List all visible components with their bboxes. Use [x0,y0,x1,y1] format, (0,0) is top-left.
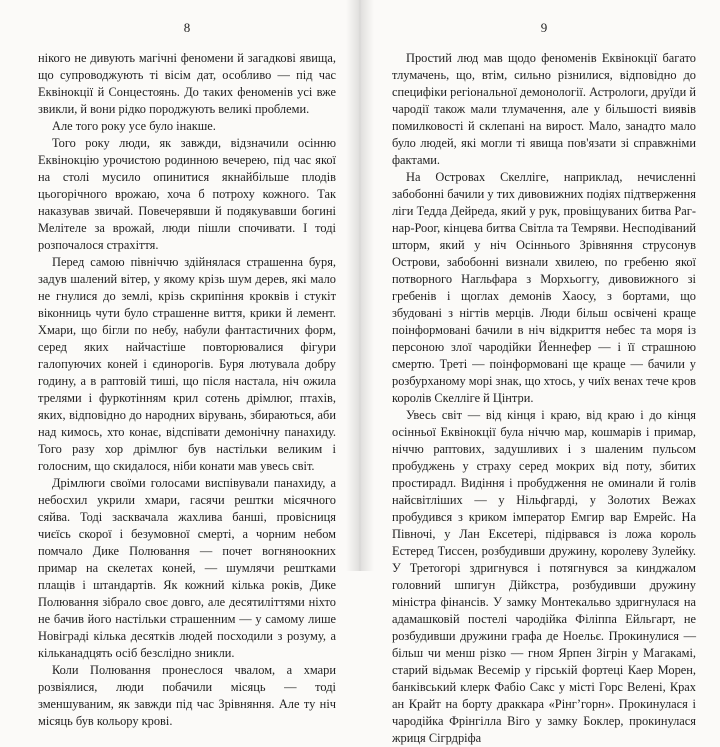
paragraph: Коли Полювання пронеслося чвалом, а хмари розвіялися, люди побачили місяць — тоді зменшуваним, як завжди під час Зрівняння. Але ту ніч місяць був кольору крові. [38,663,336,728]
page-number-right: 9 [540,20,548,35]
page-number-left: 8 [183,20,191,35]
paragraph: Простий люд мав щодо феноменів Еквінокції багато тлумачень, що, втім, сильно різнилися, відповідно до специфіки регіональної демонології. Астрологи, друїди й чародії також мали тлумачення, але у більшості виявів помилковості й склепані на вирост. Мало, занадто мало було людей, які могли ті явища пов'язати зі справжніми фактами. [392,51,696,167]
left-page [0,0,360,728]
paragraph: нікого не дивують магічні феномени й загадкові явища, що супроводжують ті вісім дат, особливо — під час Еквінокції й Сонцестоянь. До таких феноменів усі вже звикли, й вони рідко породжують великі проблеми. [38,51,336,116]
paragraph: На Островах Скелліге, наприклад, нечисленні забобонні бачили у тих дивовижних подіях підтверження ліги Тедда Дейреда, який у рук, провіщуваних битва Раг-нар-Роог, кінцева битва Світла та Темряви. Несподіваний шторм, який у ніч Осіннього Зрівняння струсонув Острови, забобонні визнали хвилею, по гребеню якої потворного Нагльфара з Морхьоггу, дивовижного зі гребенів і щоглах демонів Хаосу, з бортами, що збудовані з нігтів мерців. Люди більш освічені краще поінформовані бачили в ніч відкриття небес та моря із персоною злої чародійки Йеннефер — і її страшною смертю. Треті — поінформовані ще краще — бачили у розбурханому морі знак, що хтось, у чиїх венах тече кров королів Скелліге й Цінтри. [392,170,696,405]
right-page [360,0,720,745]
right-page-text [392,50,696,747]
left-page-text [38,50,336,730]
paragraph: Дрімлюги своїми голосами виспівували панахиду, а небосхил укрили хмари, гасячи рештки місячного сяйва. Тоді засквачала жахлива банші, провісниця чиєїсь скорої і безумовної смерті, а чорним небом помчало Дике Полювання — почет вогняноокних примар на скелетах коней, — шумлячи рештками плащів і штандартів. Як кожний кілька років, Дике Полювання зібрало своє довго, але десятиліттями ніхто не бачив його настільки страшенним — у самому лише Новіграді кілька десятків людей посходили з розуму, а кільканадцять осіб безслідно зникли. [38,476,336,660]
paragraph: Увесь світ — від кінця і краю, від краю і до кінця осінньої Еквінокції була ніччю мар, кошмарів і примар, ніччю раптових, задушливих і з шаленим пульсом пробуджень у страху серед мокрих від поту, збитих простирадл. Видіння і пробудження не оминали й голів найсвітліших — у Нільфгарді, у Золотих Вежах пробудився з криком імператор Емгир вар Емрейс. На Півночі, у Лан Ексетері, підірвався із ложа король Естеред Тиссен, розбудивши дружину, королеву Зулейку. У Третогорі здригнувся і потягнувся за кинджалом головний шпигун Дійкстра, розбудивши дружину міністра фінансів. У замку Монтекальво здригнулася на адамашковій постелі чародійка Філіппа Ейльгарт, не розбудивши дружини графа де Ноельє. Прокинулися — більш чи менш різко — гном Ярпен Зігрін у Магакамі, старий відьмак Весемір у гірській фортеці Каер Морен, банківський клерк Фабіо Сакс у місті Горс Велені, Крах ан Крайт на борту драккара «Рінгʼгорн». Прокинулася і чародійка Фрінгілла Віго у замку Боклер, прокинулася жриця Сігрдріфа [392,408,696,745]
paragraph: Але того року усе було інакше. [52,119,216,133]
paragraph: Того року люди, як завжди, відзначили осінню Еквінокцію урочистою родинною вечерею, під час якої на столі мусило опинитися якнайбільше плодів цьогорічного врожаю, хоча б потроху кожного. Так наказував звичай. Повечерявши й подякувавши богині Мелітеле за врожай, люди пішли спочивати. І тоді розпочалося страхіття. [38,136,336,252]
paragraph: Перед самою північчю здійнялася страшенна буря, задув шалений вітер, у якому крізь шум дерев, які мало не гнулися до землі, крізь скрипіння кроквів і стукіт віконниць чути було страшенне виття, крики й лемент. Хмари, що бігли по небу, набули фантастичних форм, серед яких найчастіше повторювалися фігури галопуючих коней і єдинорогів. Буря лютувала добру годину, а в раптовій тиші, що після настала, ніч ожила трелями і фуркотінням крил сотень дрімлюг, птахів, яких, відповідно до народних вірувань, збираються, аби над кимось, хто конає, відспівати демонічну панахиду. Того разу хор дрімлюг був настільки великим і голосним, що скидалося, ніби конати мав увесь світ. [38,255,336,473]
